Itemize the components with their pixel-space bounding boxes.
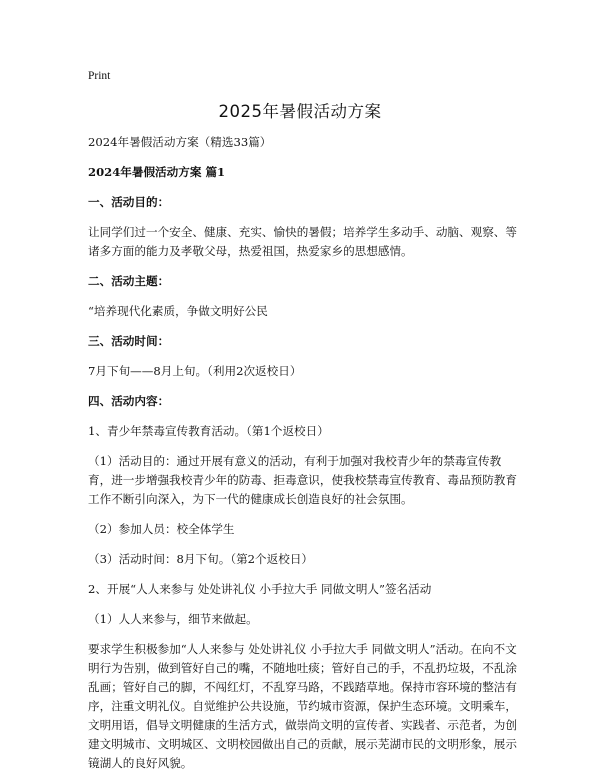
heading-purpose: 一、活动目的： [88,195,170,209]
paragraph-item-1-participants: （2）参加人员：校全体学生 [88,522,235,536]
paragraph-item-2-detail: 要求学生积极参加“人人来参与 处处讲礼仪 小手拉大手 同做文明人”活动。在向不文明行为告别，做到管好自己的嘴，不随地吐痰；管好自己的手，不乱扔垃圾，不乱涂乱画；管好自己的脚，不闯红灯，不乱穿马路，不践踏草地。保持市容环境的整洁有序，注重文明礼仪。自觉维护公共设施，节约城市资源，保护生态环境。文明乘车，文明用语，倡导文明健康的生活方式，做崇尚文明的宣传者、实践者、示范者，为创建文明城市、文明城区、文明校园做出自己的贡献，展示芜湖市民的文明形象，展示镜湖人的良好风貌。 [88,642,517,770]
paragraph-purpose: 让同学们过一个安全、健康、充实、愉快的暑假；培养学生多动手、动脑、观察、等诸多方面的能力及孝敬父母，热爱祖国，热爱家乡的思想感情。 [88,225,517,258]
section-title: 2024年暑假活动方案 篇1 [88,165,226,179]
paragraph-item-2-sub1: （1）人人来参与，细节来做起。 [88,612,258,626]
paragraph-item-2: 2、开展“人人来参与 处处讲礼仪 小手拉大手 同做文明人”签名活动 [88,582,432,596]
paragraph-theme: “培养现代化素质，争做文明好公民 [88,304,268,318]
paragraph-item-1: 1、青少年禁毒宣传教育活动。（第1个返校日） [88,424,329,438]
document-body [88,133,520,784]
document-subtitle: 2024年暑假活动方案（精选33篇） [88,135,272,149]
page-title: 2025年暑假活动方案 [218,102,382,121]
heading-content: 四、活动内容： [88,394,170,408]
paragraph-time: 7月下旬——8月上旬。（利用2次返校日） [88,364,302,378]
heading-time: 三、活动时间： [88,334,170,348]
paragraph-item-1-purpose: （1）活动目的：通过开展有意义的活动，有利于加强对我校青少年的禁毒宣传教育，进一步增强我校青少年的防毒、拒毒意识，使我校禁毒宣传教育、毒品预防教育工作不断引向深入，为下一代的健康成长创造良好的社会氛围。 [88,454,517,506]
heading-theme: 二、活动主题： [88,274,170,288]
print-link[interactable]: Print [88,70,111,82]
paragraph-item-1-time: （3）活动时间：8月下旬。（第2个返校日） [88,552,314,566]
